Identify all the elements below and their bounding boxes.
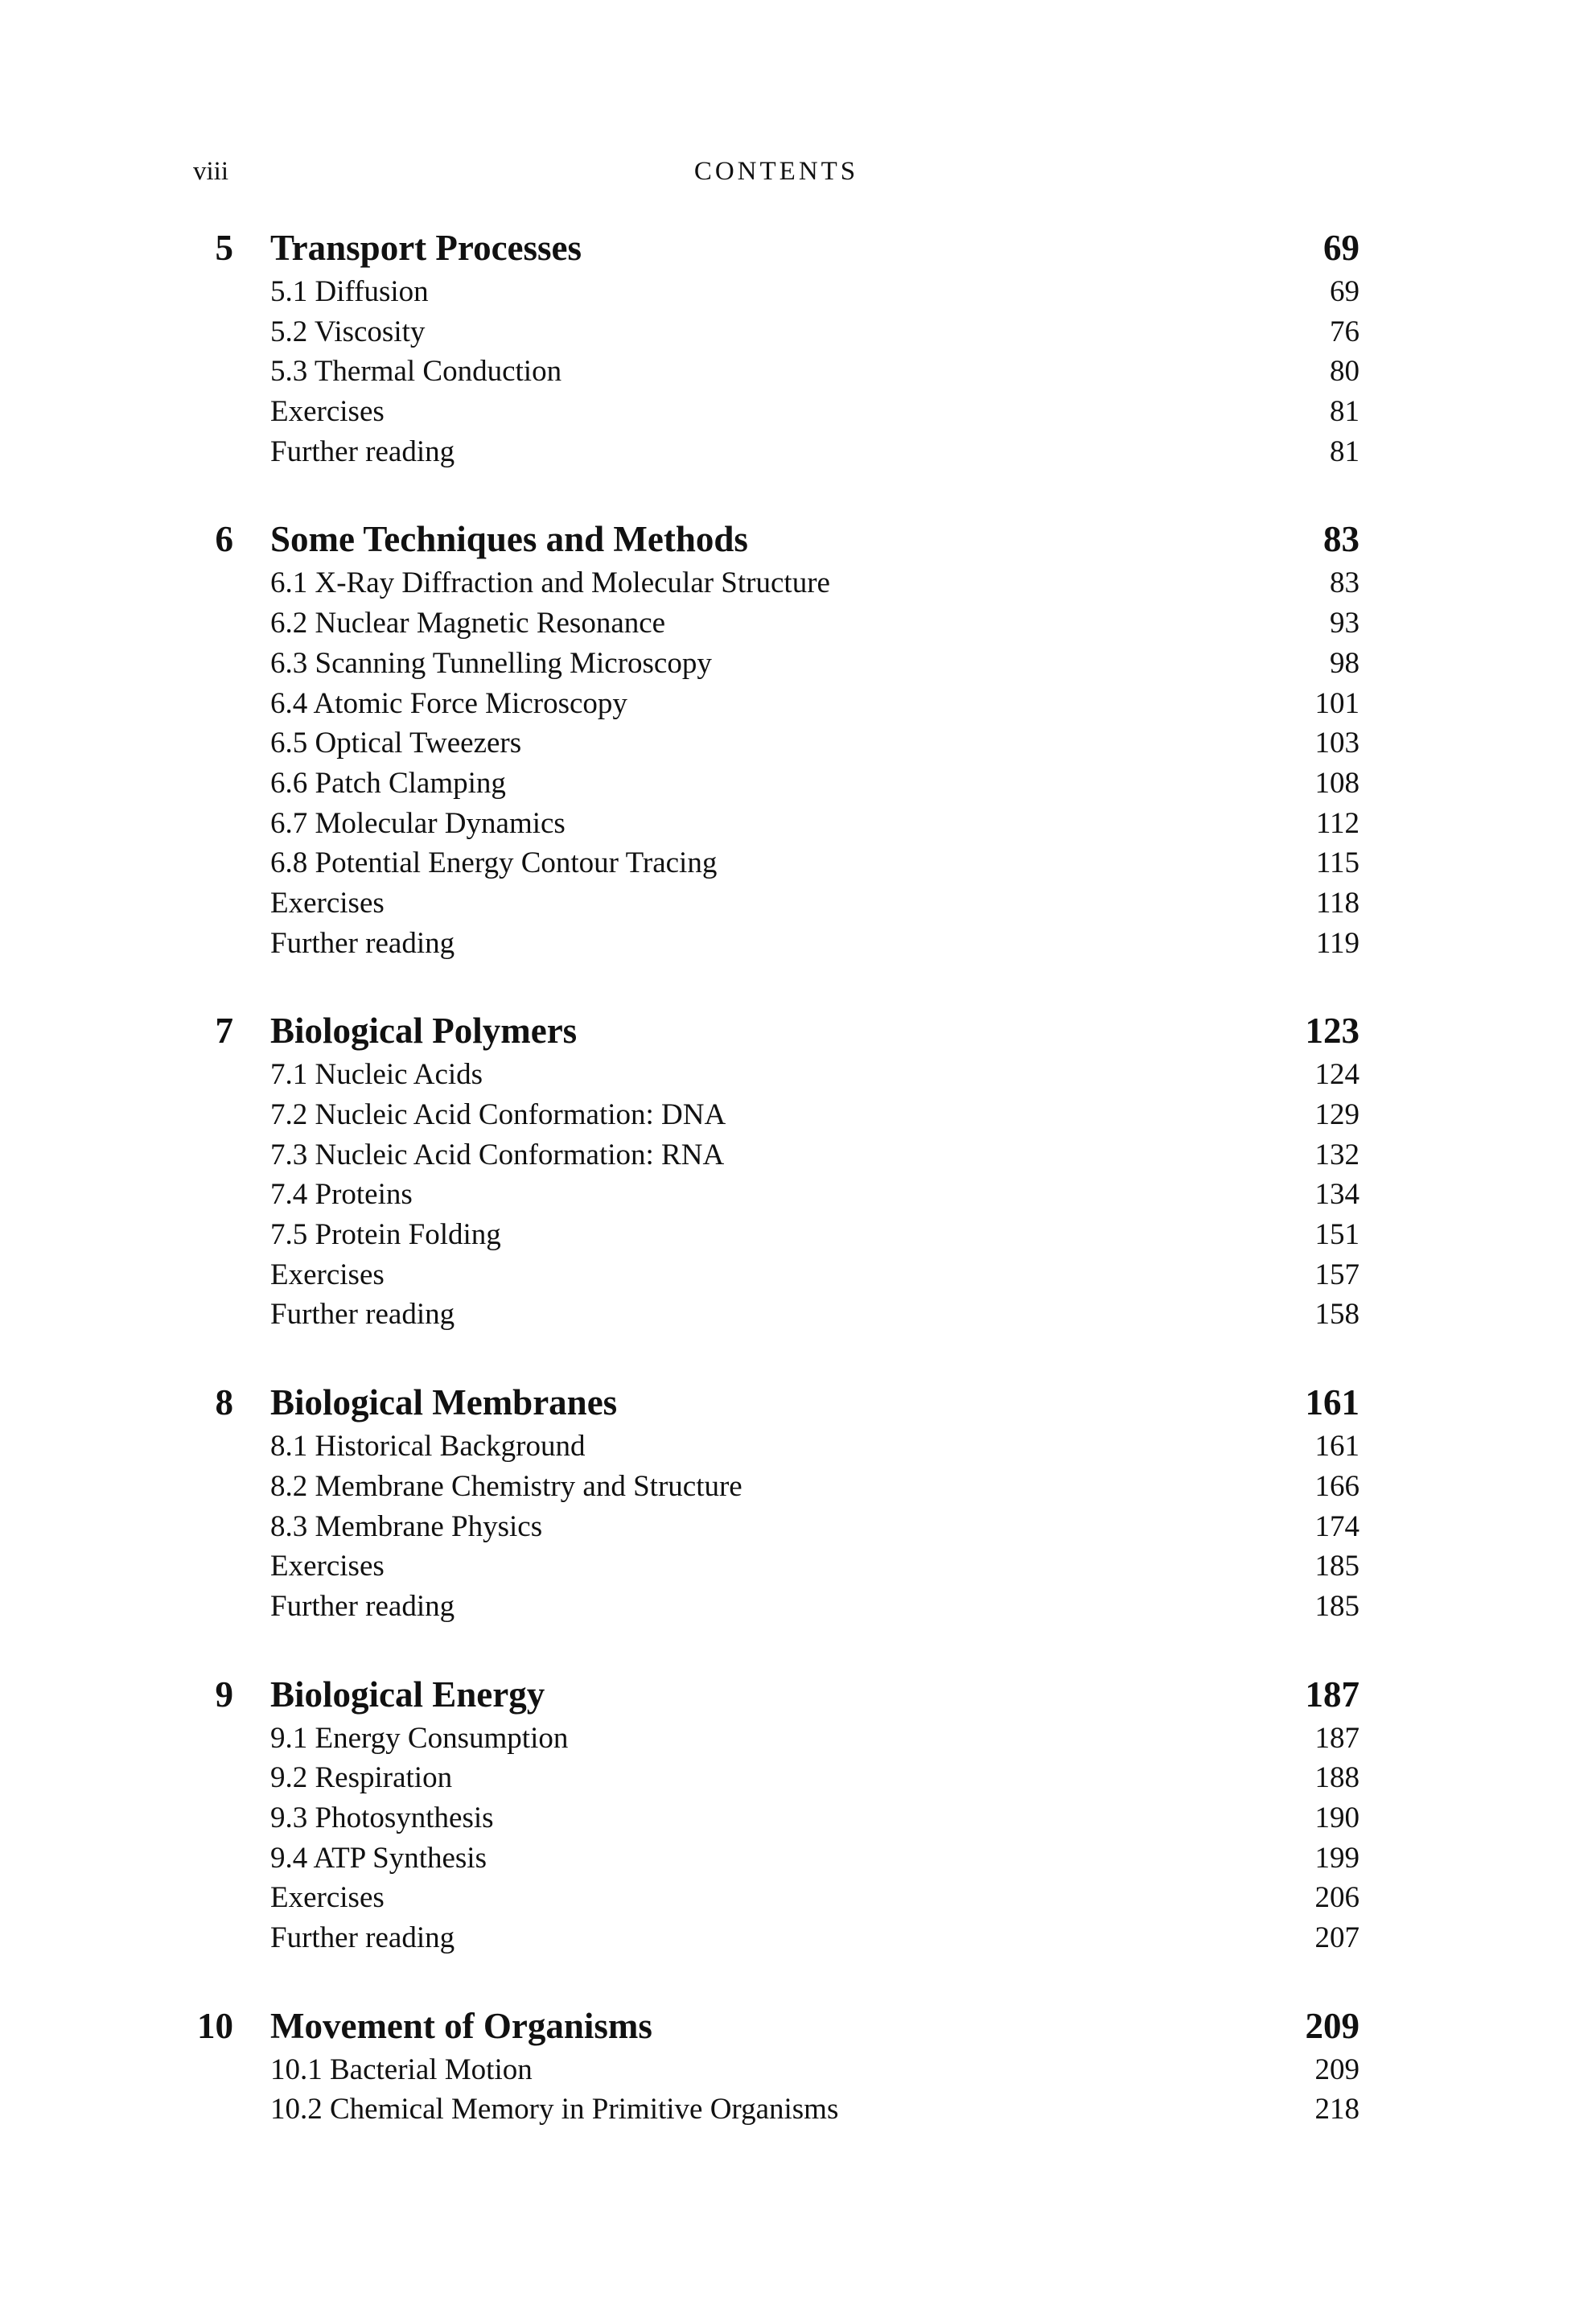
- entry-page: 83: [1330, 566, 1359, 600]
- entry-label: Further reading: [270, 1921, 455, 1954]
- entry-label: 10.2 Chemical Memory in Primitive Organisms: [270, 2093, 839, 2127]
- entry-label: Exercises: [270, 886, 385, 920]
- toc-entry[interactable]: [193, 1215, 1359, 1255]
- chapter-title: Biological Polymers: [270, 1011, 578, 1052]
- entry-page: 93: [1330, 607, 1359, 640]
- chapter-5: [193, 224, 1359, 471]
- toc-entry[interactable]: [193, 1918, 1359, 1958]
- entry-label: Further reading: [270, 1298, 455, 1332]
- chapter-heading[interactable]: [193, 224, 1359, 272]
- chapter-heading[interactable]: [193, 515, 1359, 563]
- entry-page: 206: [1314, 1881, 1359, 1915]
- toc-entry[interactable]: [193, 684, 1359, 724]
- chapter-number: 6: [215, 519, 233, 560]
- entry-page: 124: [1314, 1058, 1359, 1092]
- chapter-page: 69: [1323, 228, 1359, 268]
- entry-label: Further reading: [270, 434, 455, 468]
- entry-page: 174: [1314, 1509, 1359, 1543]
- toc-entry[interactable]: [193, 843, 1359, 883]
- chapter-number: 10: [197, 2005, 233, 2046]
- chapter-page: 209: [1305, 2005, 1359, 2046]
- toc-entry[interactable]: [193, 392, 1359, 432]
- entry-label: 6.4 Atomic Force Microscopy: [270, 686, 627, 720]
- entry-page: 132: [1314, 1138, 1359, 1171]
- entry-label: 7.5 Protein Folding: [270, 1218, 501, 1252]
- entry-page: 190: [1314, 1801, 1359, 1834]
- entry-label: Further reading: [270, 1589, 455, 1623]
- toc-entry[interactable]: [193, 883, 1359, 924]
- toc-entry[interactable]: [193, 1095, 1359, 1135]
- toc-entry[interactable]: [193, 1135, 1359, 1175]
- chapter-page: 187: [1305, 1674, 1359, 1715]
- chapter-heading[interactable]: [193, 1007, 1359, 1055]
- chapter-page: 161: [1305, 1382, 1359, 1423]
- entry-label: 7.2 Nucleic Acid Conformation: DNA: [270, 1098, 726, 1131]
- entry-page: 161: [1314, 1430, 1359, 1464]
- entry-label: 10.1 Bacterial Motion: [270, 2052, 533, 2086]
- chapter-title: Biological Energy: [270, 1674, 545, 1715]
- toc-entry[interactable]: [193, 1758, 1359, 1798]
- toc-entry[interactable]: [193, 1295, 1359, 1335]
- entry-label: 8.3 Membrane Physics: [270, 1509, 543, 1543]
- entry-label: 8.1 Historical Background: [270, 1430, 586, 1464]
- toc-entry[interactable]: [193, 1427, 1359, 1467]
- entry-page: 81: [1330, 434, 1359, 468]
- entry-page: 134: [1314, 1178, 1359, 1212]
- chapter-heading[interactable]: [193, 2002, 1359, 2050]
- entry-page: 151: [1314, 1218, 1359, 1252]
- table-of-contents: [193, 224, 1359, 2173]
- toc-entry[interactable]: [193, 1798, 1359, 1838]
- chapter-title: Movement of Organisms: [270, 2005, 652, 2046]
- chapter-number: 9: [215, 1674, 233, 1715]
- entry-label: Exercises: [270, 1881, 385, 1915]
- toc-entry[interactable]: [193, 804, 1359, 844]
- toc-entry[interactable]: [193, 2089, 1359, 2130]
- entry-label: 7.4 Proteins: [270, 1178, 413, 1212]
- running-head: CONTENTS: [693, 157, 859, 186]
- chapter-title: Biological Membranes: [270, 1382, 618, 1423]
- entry-label: Exercises: [270, 395, 385, 429]
- entry-label: 9.3 Photosynthesis: [270, 1801, 494, 1834]
- chapter-title: Transport Processes: [270, 228, 582, 268]
- entry-page: 218: [1314, 2093, 1359, 2127]
- toc-entry[interactable]: [193, 1719, 1359, 1759]
- toc-entry[interactable]: [193, 312, 1359, 352]
- toc-entry[interactable]: [193, 1055, 1359, 1095]
- toc-entry[interactable]: [193, 563, 1359, 603]
- entry-label: 5.2 Viscosity: [270, 315, 426, 348]
- entry-label: 5.1 Diffusion: [270, 275, 429, 308]
- chapter-10: [193, 2002, 1359, 2130]
- entry-page: 115: [1315, 846, 1359, 880]
- toc-entry[interactable]: [193, 2050, 1359, 2090]
- entry-page: 119: [1315, 926, 1359, 960]
- entry-label: 5.3 Thermal Conduction: [270, 355, 562, 389]
- entry-page: 81: [1330, 395, 1359, 429]
- entry-label: 6.6 Patch Clamping: [270, 766, 506, 800]
- entry-label: 6.5 Optical Tweezers: [270, 727, 522, 760]
- toc-entry[interactable]: [193, 924, 1359, 964]
- entry-label: 6.2 Nuclear Magnetic Resonance: [270, 607, 666, 640]
- entry-page: 185: [1314, 1589, 1359, 1623]
- entry-page: 209: [1314, 2052, 1359, 2086]
- toc-entry[interactable]: [193, 1546, 1359, 1587]
- chapter-page: 123: [1305, 1011, 1359, 1052]
- entry-page: 108: [1314, 766, 1359, 800]
- entry-page: 69: [1330, 275, 1359, 308]
- page-number: viii: [193, 157, 229, 186]
- toc-entry[interactable]: [193, 644, 1359, 684]
- entry-page: 101: [1314, 686, 1359, 720]
- toc-entry[interactable]: [193, 603, 1359, 644]
- chapter-page: 83: [1323, 519, 1359, 560]
- entry-label: 6.1 X-Ray Diffraction and Molecular Structure: [270, 566, 830, 600]
- toc-entry[interactable]: [193, 352, 1359, 392]
- toc-entry[interactable]: [193, 432, 1359, 472]
- toc-entry[interactable]: [193, 764, 1359, 804]
- entry-label: 9.2 Respiration: [270, 1761, 453, 1795]
- entry-label: Exercises: [270, 1550, 385, 1583]
- toc-entry[interactable]: [193, 1587, 1359, 1627]
- entry-page: 103: [1314, 727, 1359, 760]
- entry-page: 185: [1314, 1550, 1359, 1583]
- chapter-number: 5: [215, 228, 233, 268]
- entry-page: 118: [1315, 886, 1359, 920]
- toc-entry[interactable]: [193, 723, 1359, 764]
- entry-label: 9.4 ATP Synthesis: [270, 1841, 487, 1875]
- chapter-number: 7: [215, 1011, 233, 1052]
- entry-label: 6.7 Molecular Dynamics: [270, 806, 566, 840]
- toc-entry[interactable]: [193, 272, 1359, 312]
- entry-label: Further reading: [270, 926, 455, 960]
- entry-label: 7.1 Nucleic Acids: [270, 1058, 483, 1092]
- entry-page: 76: [1330, 315, 1359, 348]
- entry-page: 207: [1314, 1921, 1359, 1954]
- entry-label: Exercises: [270, 1258, 385, 1291]
- entry-label: 7.3 Nucleic Acid Conformation: RNA: [270, 1138, 725, 1171]
- chapter-8: [193, 1378, 1359, 1626]
- toc-entry[interactable]: [193, 1507, 1359, 1547]
- entry-label: 9.1 Energy Consumption: [270, 1721, 569, 1755]
- entry-label: 6.8 Potential Energy Contour Tracing: [270, 846, 718, 880]
- chapter-7: [193, 1007, 1359, 1335]
- toc-entry[interactable]: [193, 1175, 1359, 1215]
- entry-page: 129: [1314, 1098, 1359, 1131]
- chapter-9: [193, 1670, 1359, 1958]
- entry-page: 157: [1314, 1258, 1359, 1291]
- entry-page: 166: [1314, 1469, 1359, 1503]
- entry-label: 6.3 Scanning Tunnelling Microscopy: [270, 646, 712, 680]
- toc-entry[interactable]: [193, 1255, 1359, 1295]
- chapter-number: 8: [215, 1382, 233, 1423]
- entry-page: 98: [1330, 646, 1359, 680]
- chapter-heading[interactable]: [193, 1670, 1359, 1719]
- entry-page: 187: [1314, 1721, 1359, 1755]
- entry-page: 112: [1315, 806, 1359, 840]
- toc-entry[interactable]: [193, 1838, 1359, 1879]
- chapter-title: Some Techniques and Methods: [270, 519, 748, 560]
- entry-label: 8.2 Membrane Chemistry and Structure: [270, 1469, 742, 1503]
- toc-entry[interactable]: [193, 1467, 1359, 1507]
- chapter-6: [193, 515, 1359, 963]
- entry-page: 80: [1330, 355, 1359, 389]
- toc-entry[interactable]: [193, 1878, 1359, 1918]
- entry-page: 158: [1314, 1298, 1359, 1332]
- page-header: [193, 157, 1359, 189]
- entry-page: 199: [1314, 1841, 1359, 1875]
- chapter-heading[interactable]: [193, 1378, 1359, 1427]
- entry-page: 188: [1314, 1761, 1359, 1795]
